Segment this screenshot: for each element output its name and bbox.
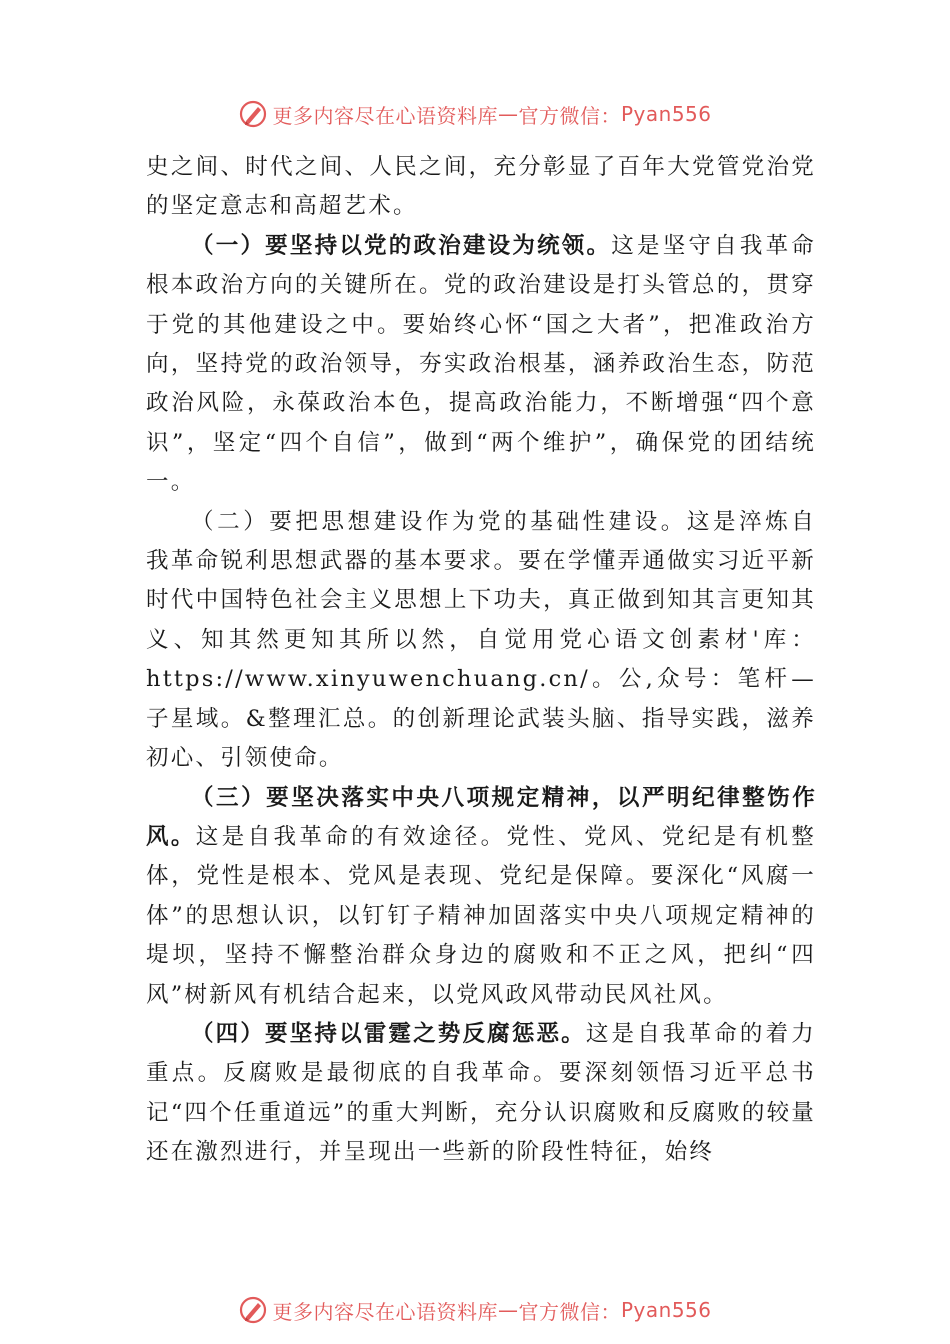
watermark-wechat-label: 官方微信： (518, 1299, 621, 1324)
paragraph (146, 779, 816, 1015)
watermark-brand-text: 更多内容尽在心语资料库 (272, 1299, 498, 1324)
paragraph-heading: （三）要坚决落实中央八项规定精神，以严明纪律整饬作风。 (146, 784, 816, 850)
pen-logo-icon (238, 1295, 268, 1325)
watermark-wechat-id: Pyan556 (620, 102, 712, 126)
paragraph-text: 这是坚守自我革命根本政治方向的关键所在。党的政治建设是打头管总的，贯穿于党的其他建设之中。要始终心怀“国之大者”，把准政治方向，坚持党的政治领导，夯实政治根基，涵养政治生态，防范政治风险，永葆政治本色，提高政治能力，不断增强“四个意识”，坚定“四个自信”，做到“两个维护”，确保党的团结统一。 (146, 232, 816, 496)
watermark-separator: — (497, 102, 519, 126)
watermark-wechat-label: 官方微信： (518, 103, 621, 128)
header-watermark (0, 94, 950, 134)
document-body (146, 148, 816, 1173)
footer-watermark (0, 1290, 950, 1330)
paragraph-text: （二）要把思想建设作为党的基础性建设。这是淬炼自 我革命锐利思想武器的基本要求。要在学懂弄通做实习近平新时代中国特色社会主义思想上下功夫，真正做到知其言更知其义、知其然更知其所以然，自觉用党心语文创素材'库：https://www.xinyuwenchuang.cn/。公,众号：笔杆—子星域。&整理汇总。的创新理论武装头脑、指导实践，滋养初心、引领使命。 (146, 508, 816, 772)
paragraph (146, 503, 816, 779)
paragraph (146, 227, 816, 503)
pen-logo-icon (238, 99, 268, 129)
paragraph (146, 148, 816, 227)
paragraph-heading: （一）要坚持以党的政治建设为统领。 (191, 232, 612, 259)
paragraph (146, 1015, 816, 1173)
watermark-wechat-id: Pyan556 (620, 1298, 712, 1322)
paragraph-text: 史之间、时代之间、人民之间，充分彰显了百年大党管党治党的坚定意志和高超艺术。 (146, 154, 816, 220)
paragraph-text: 这是自我革命的有效途径。党性、党风、党纪是有机整体，党性是根本、党风是表现、党纪是保障。要深化“风腐一体”的思想认识，以钉钉子精神加固落实中央八项规定精神的堤坝，坚持不懈整治群众身边的腐败和不正之风，把纠“四风”树新风有机结合起来，以党风政风带动民风社风。 (146, 823, 816, 1008)
paragraph-text: 这是自我革命的着力重点。反腐败是最彻底的自我革命。要深刻领悟习近平总书记“四个任重道远”的重大判断，充分认识腐败和反腐败的较量还在激烈进行，并呈现出一些新的阶段性特征，始终 (146, 1020, 816, 1166)
watermark-separator: — (497, 1298, 519, 1322)
paragraph-heading: （四）要坚持以雷霆之势反腐惩恶。 (191, 1020, 586, 1047)
watermark-brand-text: 更多内容尽在心语资料库 (272, 103, 498, 128)
